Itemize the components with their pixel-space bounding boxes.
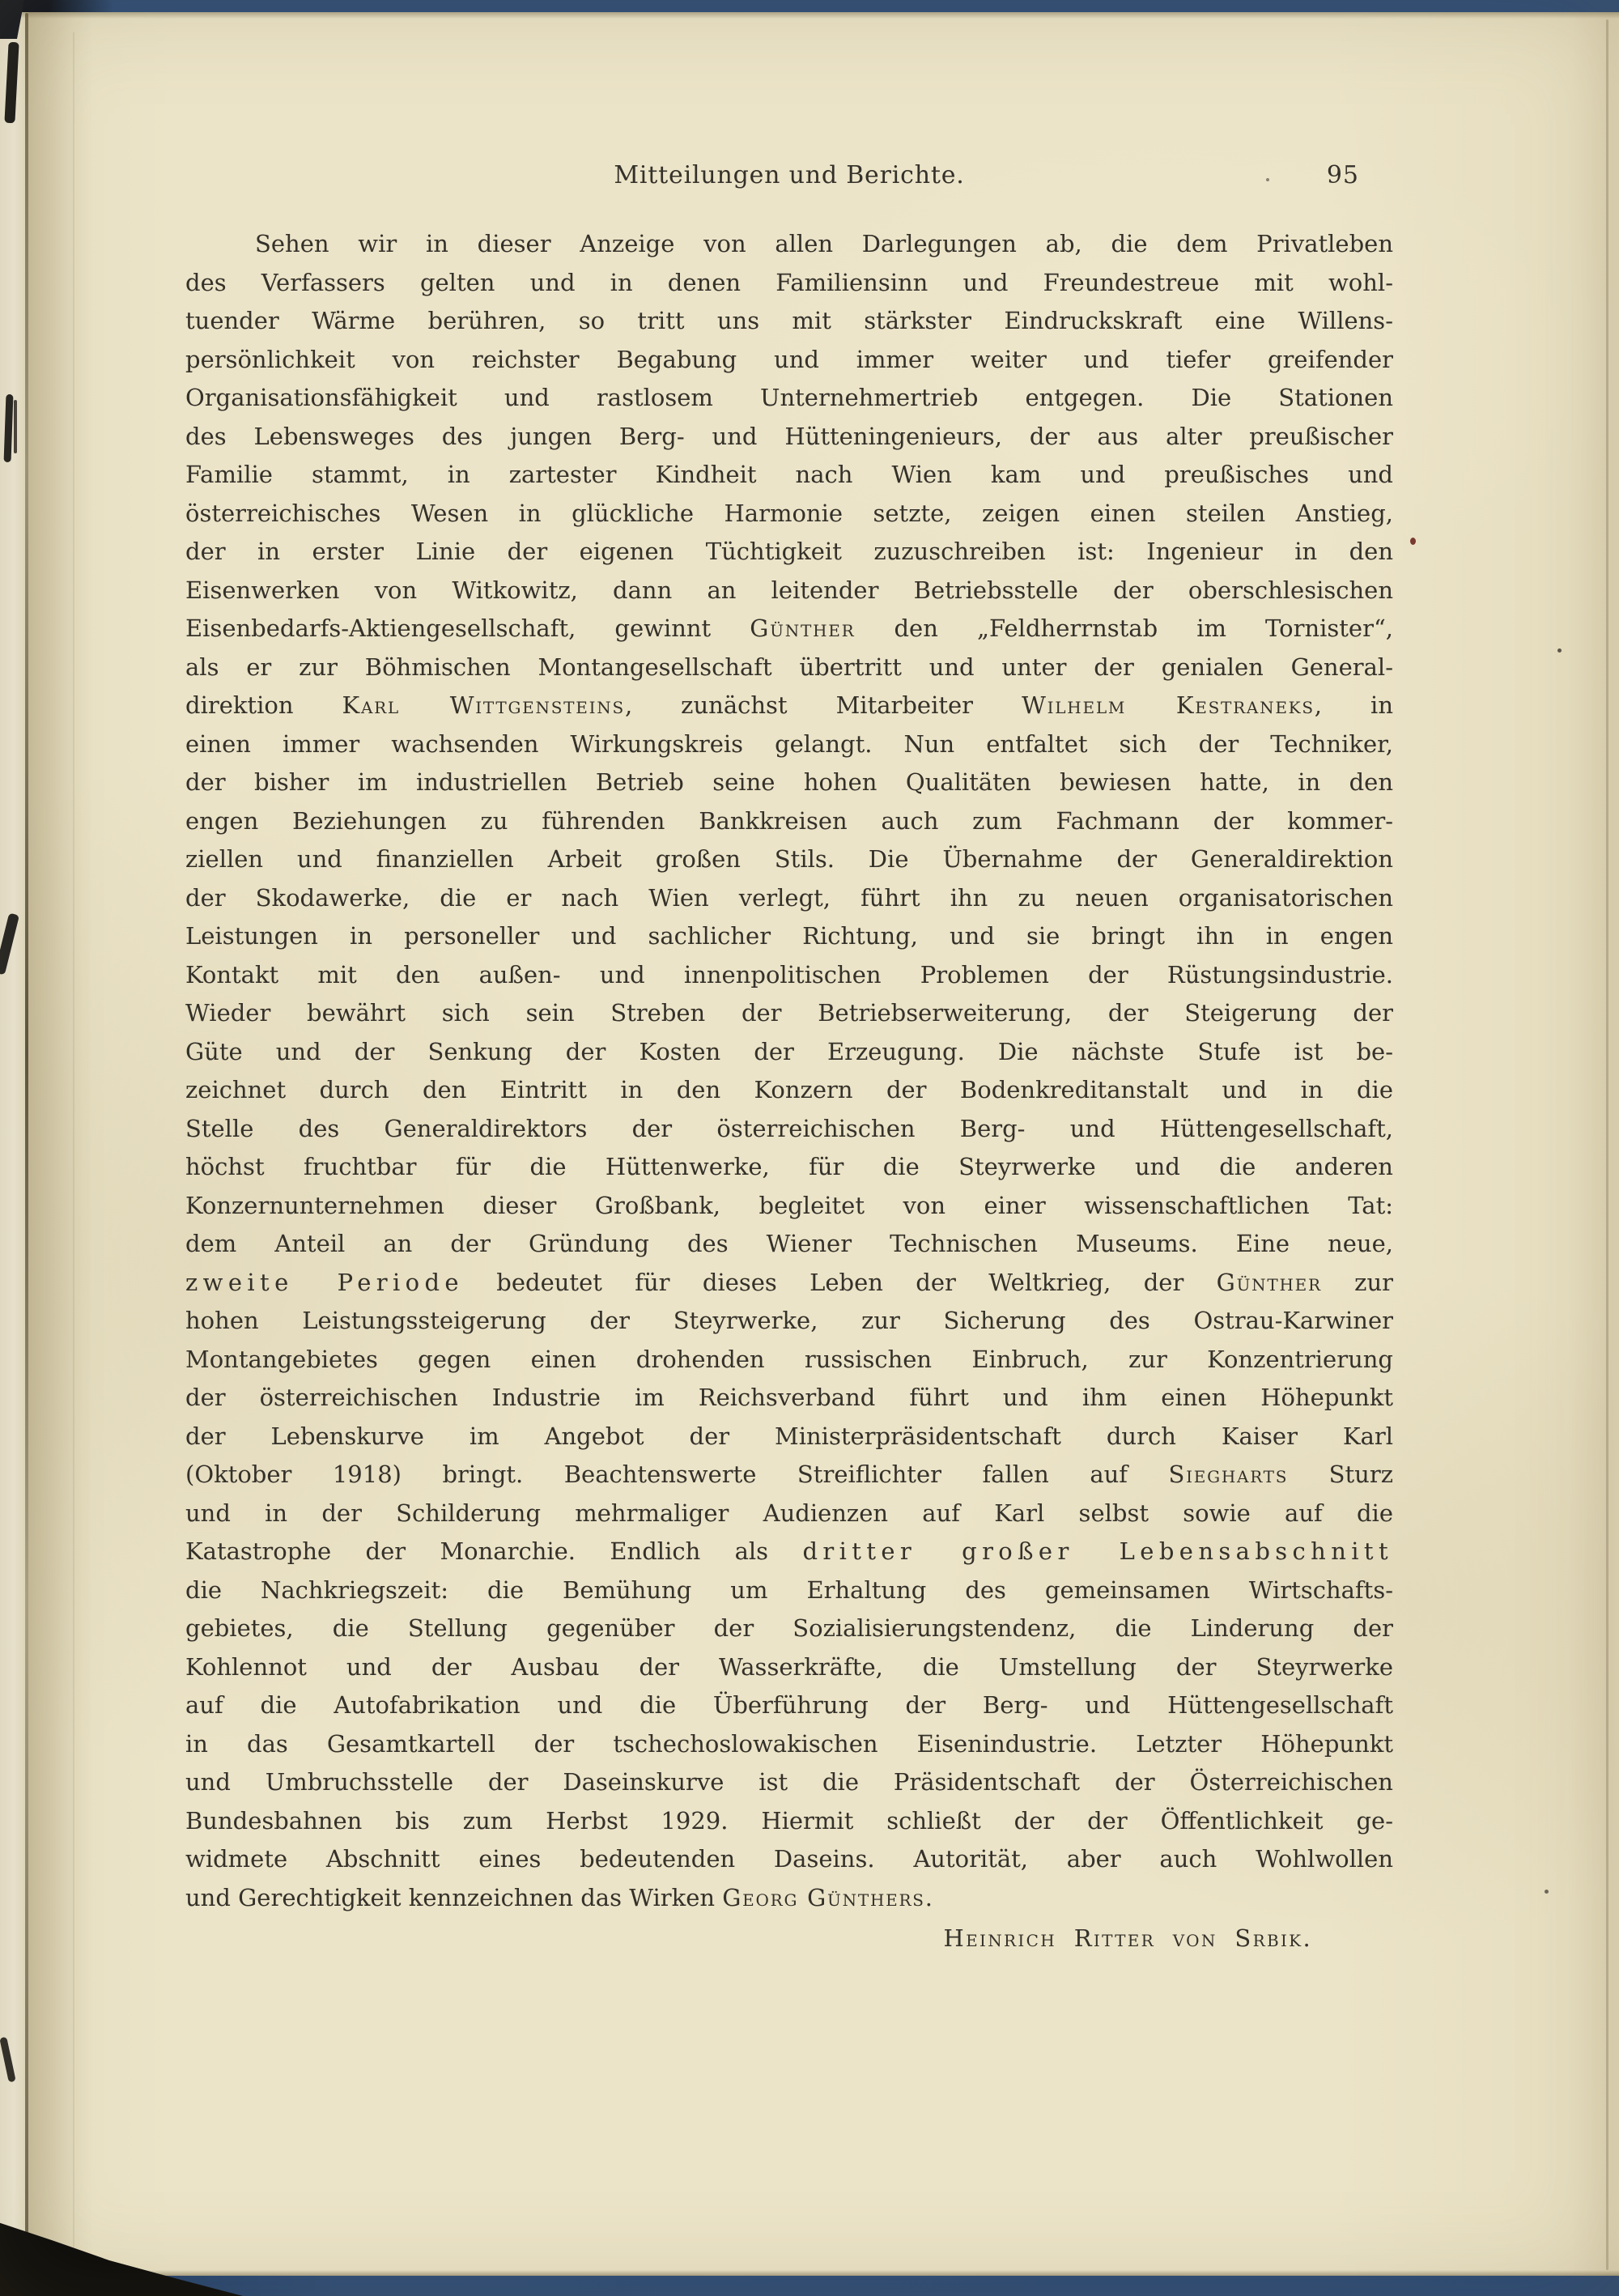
body-line: in das Gesamtkartell der tschechoslowakischen Eisenindustrie. Letzter Höhepunkt [185,1729,1393,1758]
ink-speck [1266,178,1269,181]
signature: Heinrich Ritter von Srbik. [943,1924,1312,1952]
body-line: österreichisches Wesen in glückliche Harmonie setzte, zeigen einen steilen Anstieg, [185,499,1393,527]
body-line: Güte und der Senkung der Kosten der Erzeugung. Die nächste Stufe ist be- [185,1037,1393,1065]
body-line: Leistungen in personeller und sachlicher Richtung, und sie bringt ihn in engen [185,922,1393,950]
book-cover-bottom-edge [0,2276,1619,2296]
body-line: die Nachkriegszeit: die Bemühung um Erhaltung des gemeinsamen Wirtschafts- [185,1575,1393,1604]
body-line: ziellen und finanziellen Arbeit großen Stils. Die Übernahme der Generaldirektion [185,845,1393,873]
body-line: Katastrophe der Monarchie. Endlich als dritter großer Lebensabschnitt [185,1537,1393,1565]
body-line: des Lebensweges des jungen Berg- und Hütteningenieurs, der aus alter preußischer [185,422,1393,450]
body-line: Bundesbahnen bis zum Herbst 1929. Hiermit schließt der der Öffentlichkeit ge- [185,1806,1393,1835]
body-line: und Gerechtigkeit kennzeichnen das Wirken Georg Günthers. [185,1883,933,1911]
body-line: der Lebenskurve im Angebot der Ministerpräsidentschaft durch Kaiser Karl [185,1422,1393,1450]
body-line: der bisher im industriellen Betrieb seine hohen Qualitäten bewiesen hatte, in den [185,768,1393,796]
page-right-outer-edge [1609,12,1619,2276]
body-line: persönlichkeit von reichster Begabung und immer weiter und tiefer greifender [185,345,1393,373]
body-line: Wieder bewährt sich sein Streben der Betriebserweiterung, der Steigerung der [185,999,1393,1027]
body-line: direktion Karl Wittgensteins, zunächst Mitarbeiter Wilhelm Kestraneks, in [185,691,1393,719]
body-line: Kohlennot und der Ausbau der Wasserkräfte, die Umstellung der Steyrwerke [185,1652,1393,1681]
body-line: auf die Autofabrikation und die Überführung der Berg- und Hüttengesellschaft [185,1691,1393,1719]
gutter-crease [25,13,28,2273]
book-cover-top-edge [0,0,1619,12]
body-line: (Oktober 1918) bringt. Beachtenswerte Streiflichter fallen auf Siegharts Sturz [185,1461,1393,1488]
body-line: Familie stammt, in zartester Kindheit nach Wien kam und preußisches und [185,461,1393,488]
body-line: und Umbruchsstelle der Daseinskurve ist die Präsidentschaft der Österreichischen [185,1768,1393,1796]
body-line: der Skodawerke, die er nach Wien verlegt, führt ihn zu neuen organisatorischen [185,883,1393,912]
body-line: hohen Leistungssteigerung der Steyrwerke, zur Sicherung des Ostrau-Karwiner [185,1307,1393,1334]
top-edge-shadow [0,12,1619,19]
body-line: Sehen wir in dieser Anzeige von allen Darlegungen ab, die dem Privatleben [255,230,1393,257]
inner-page-crease [73,32,74,2247]
ink-speck [1410,538,1416,545]
body-line: Eisenbedarfs-Aktiengesellschaft, gewinnt Günther den „Feldherrnstab im Tornister“, [185,614,1394,642]
page-right-edge-line [1606,19,1608,2270]
ink-speck [1557,648,1562,653]
body-line: des Verfassers gelten und in denen Familiensinn und Freundestreue mit wohl- [185,268,1393,296]
body-line: Stelle des Generaldirektors der österreichischen Berg- und Hüttengesellschaft, [185,1114,1393,1142]
body-line: der in erster Linie der eigenen Tüchtigkeit zuzuschreiben ist: Ingenieur in den [185,538,1393,565]
body-line: engen Beziehungen zu führenden Bankkreisen auch zum Fachmann der kommer- [185,806,1393,835]
body-line: Organisationsfähigkeit und rastlosem Unternehmertrieb entgegen. Die Stationen [185,384,1393,411]
body-line: höchst fruchtbar für die Hüttenwerke, für die Steyrwerke und die anderen [185,1153,1393,1180]
running-title: Mitteilungen und Berichte. [614,161,965,189]
page-number: 95 [1326,161,1359,189]
body-line: zweite Periode bedeutet für dieses Leben der Weltkrieg, der Günther zur [185,1268,1393,1296]
body-line: Konzernunternehmen dieser Großbank, begleitet von einer wissenschaftlichen Tat: [185,1191,1393,1219]
body-line: gebietes, die Stellung gegenüber der Sozialisierungstendenz, die Linderung der [185,1614,1393,1642]
gutter-shadow [28,12,93,2276]
page-header [185,161,1393,200]
body-line: Montangebietes gegen einen drohenden russischen Einbruch, zur Konzentrierung [185,1345,1393,1373]
body-line: einen immer wachsenden Wirkungskreis gelangt. Nun entfaltet sich der Techniker, [185,729,1393,758]
ink-mark [14,400,17,453]
bottom-edge-shadow [0,2270,1619,2276]
body-text [185,225,1393,1917]
body-line: der österreichischen Industrie im Reichsverband führt und ihm einen Höhepunkt [185,1384,1393,1411]
body-line: zeichnet durch den Eintritt in den Konzern der Bodenkreditanstalt und in die [185,1076,1393,1103]
body-line: Eisenwerken von Witkowitz, dann an leitender Betriebsstelle der oberschlesischen [185,576,1393,604]
page-edge-strip [0,11,26,2277]
body-line: dem Anteil an der Gründung des Wiener Technischen Museums. Eine neue, [185,1230,1393,1257]
body-line: und in der Schilderung mehrmaliger Audienzen auf Karl selbst sowie auf die [185,1499,1393,1527]
ink-speck [1545,1890,1549,1894]
body-line: Kontakt mit den außen- und innenpolitischen Problemen der Rüstungsindustrie. [185,960,1393,989]
body-line: widmete Abschnitt eines bedeutenden Daseins. Autorität, aber auch Wohlwollen [185,1845,1393,1873]
body-line: als er zur Böhmischen Montangesellschaft übertritt und unter der genialen General- [185,653,1393,681]
body-line: tuender Wärme berühren, so tritt uns mit stärkster Eindruckskraft eine Willens- [185,307,1393,334]
